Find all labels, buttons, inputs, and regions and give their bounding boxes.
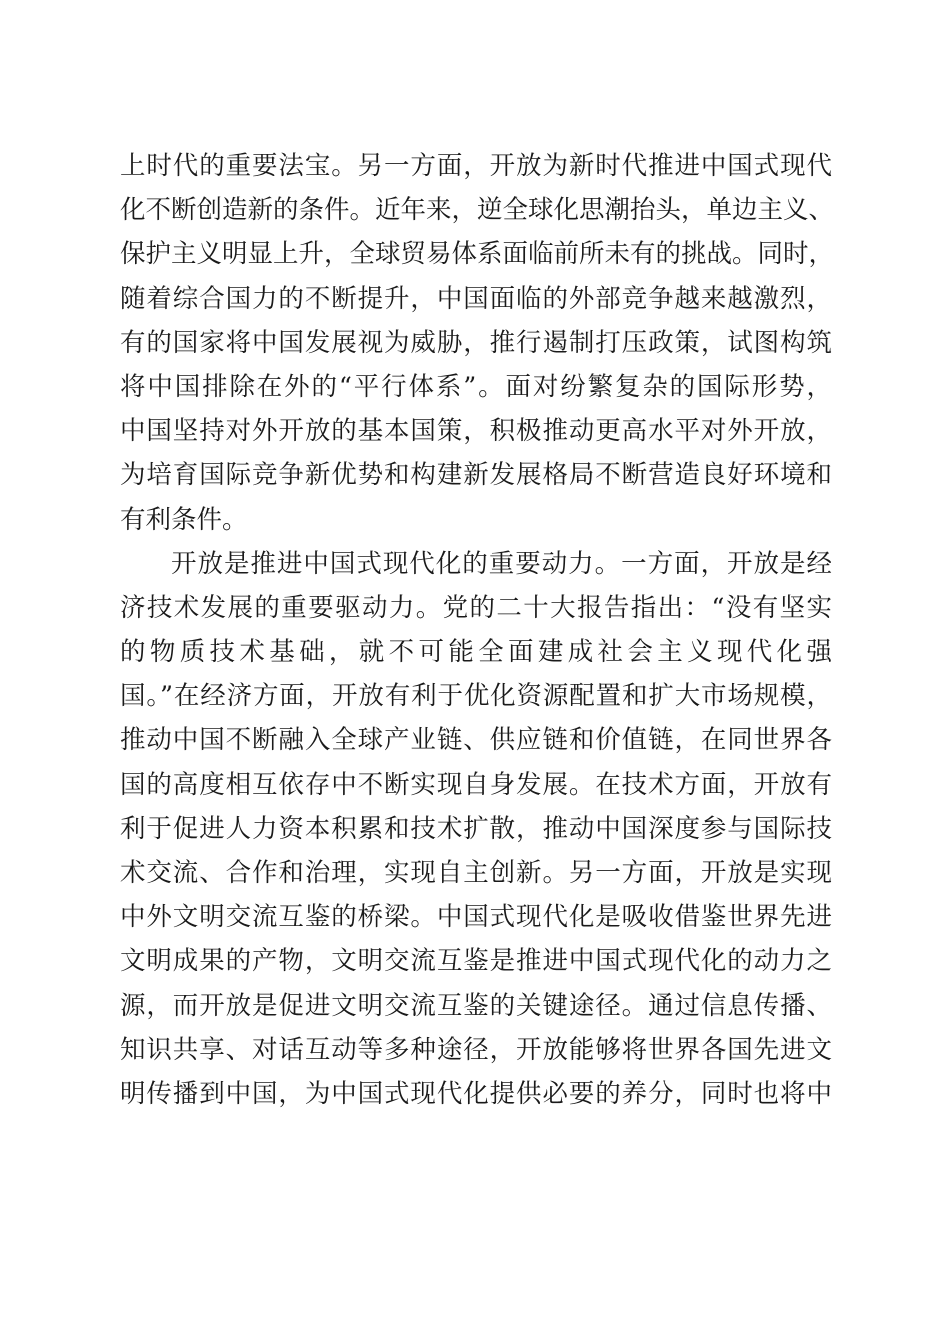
- text-line: 上时代的重要法宝。另一方面，开放为新时代推进中国式现代: [120, 151, 832, 181]
- text-line: 的物质技术基础，就不可能全面建成社会主义现代化强: [120, 637, 832, 668]
- text-line: 国的高度相互依存中不断实现自身发展。在技术方面，开放有: [120, 769, 832, 800]
- text-line: 文明成果的产物，文明交流互鉴是推进中国式现代化的动力之: [120, 946, 832, 977]
- text-line: 有利条件。: [120, 504, 248, 535]
- paragraph-start-line: 开放是推进中国式现代化的重要动力。一方面，开放是经: [171, 548, 832, 579]
- text-line: 济技术发展的重要驱动力。党的二十大报告指出：“没有坚实: [120, 592, 832, 623]
- text-line: 利于促进人力资本积累和技术扩散，推动中国深度参与国际技: [120, 813, 832, 844]
- text-line: 推动中国不断融入全球产业链、供应链和价值链，在同世界各: [120, 725, 832, 756]
- text-line: 将中国排除在外的“平行体系”。面对纷繁复杂的国际形势，: [120, 371, 832, 402]
- text-line: 随着综合国力的不断提升，中国面临的外部竞争越来越激烈，: [120, 283, 832, 314]
- text-line: 源，而开放是促进文明交流互鉴的关键途径。通过信息传播、: [120, 990, 832, 1021]
- text-line: 中外文明交流互鉴的桥梁。中国式现代化是吸收借鉴世界先进: [120, 902, 832, 933]
- text-line: 为培育国际竞争新优势和构建新发展格局不断营造良好环境和: [120, 460, 832, 491]
- text-line: 保护主义明显上升，全球贸易体系面临前所未有的挑战。同时，: [120, 239, 835, 270]
- text-line: 化不断创造新的条件。近年来，逆全球化思潮抬头，单边主义、: [120, 195, 835, 226]
- text-line: 国。”在经济方面，开放有利于优化资源配置和扩大市场规模，: [120, 681, 832, 712]
- text-line: 知识共享、对话互动等多种途径，开放能够将世界各国先进文: [120, 1034, 832, 1065]
- text-line: 有的国家将中国发展视为威胁，推行遏制打压政策，试图构筑: [120, 327, 832, 358]
- document-body: [120, 144, 835, 1116]
- text-line: 中国坚持对外开放的基本国策，积极推动更高水平对外开放，: [120, 416, 832, 447]
- text-line: 术交流、合作和治理，实现自主创新。另一方面，开放是实现: [120, 858, 832, 888]
- text-line: 明传播到中国，为中国式现代化提供必要的养分，同时也将中: [120, 1078, 832, 1109]
